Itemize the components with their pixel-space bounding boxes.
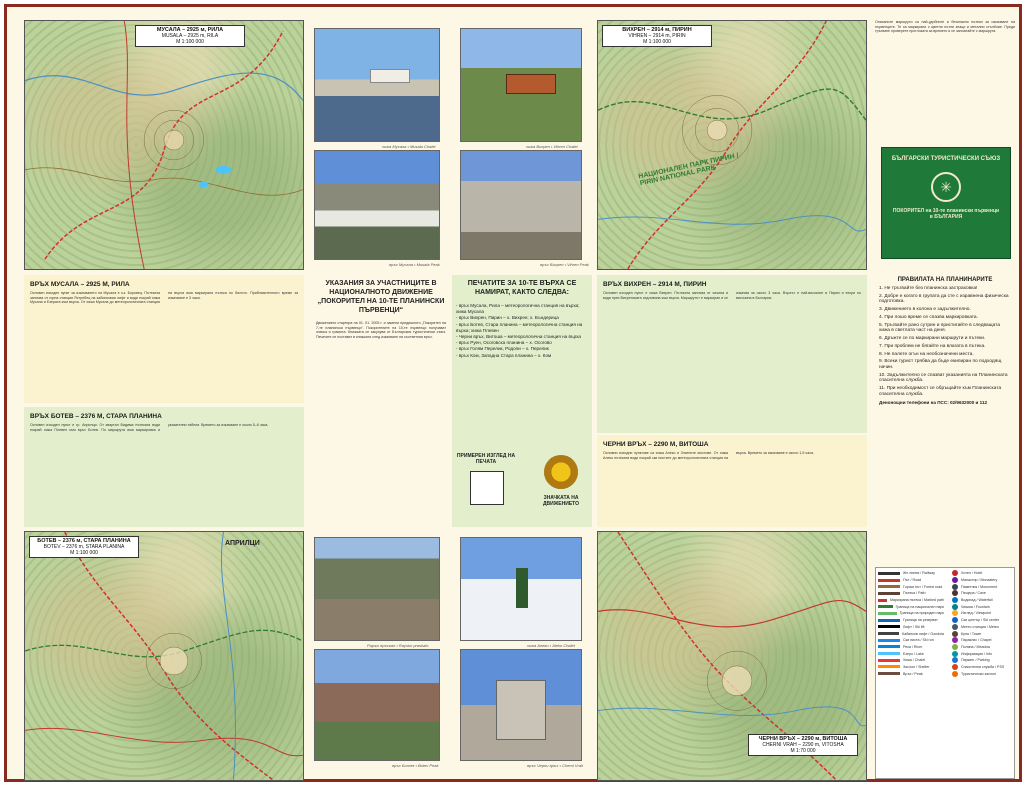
rule-item: 9. Всеки турист трябва да бъде екипиран по подходящ начин.: [879, 359, 1002, 371]
instructions-text: Движението стартира на 01. 01. 2005 г. и замени предишното „Покорител на 7-те планински първенци“. Покорителите на 10-те първенци получават значка и грамота. Книжката се закупува от Българския туристически съюз. Печатите се поставят в книжката след изкачване на съответния връх.: [316, 321, 446, 339]
panel-instructions: [312, 275, 450, 527]
legend-line-symbol: [878, 585, 900, 588]
legend-icon-label: Спасителна служба / PSS: [961, 664, 1005, 669]
map-vitosha[interactable]: [597, 531, 867, 781]
legend-icon-label: Изглед / Viewpoint: [961, 611, 992, 616]
legend-line-symbol: [878, 579, 900, 582]
legend-icon-item: [944, 670, 1012, 677]
rules-title: ПРАВИЛАТА НА ПЛАНИНАРИТЕ: [897, 277, 993, 283]
photo-botev-peak: [314, 649, 440, 761]
legend-line-symbol: [878, 665, 900, 668]
legend-symbol-icon: [952, 624, 958, 630]
legend-line-item: [878, 583, 944, 590]
legend-line-item: [878, 670, 944, 677]
photo-vihren-chalet: [460, 28, 582, 142]
legend-line-label: Път / Road: [903, 578, 922, 583]
panel-cherni-title: ЧЕРНИ ВРЪХ – 2290 М, ВИТОША: [603, 441, 709, 448]
legend-icon-item: [944, 644, 1012, 651]
book-title-label: ПОКОРИТЕЛ на 10-те планински първенци в БЪЛГАРИЯ: [892, 208, 1000, 220]
map-botev-relief: [25, 532, 303, 780]
stamp-sample-label: ПРИМЕРЕН ИЗГЛЕД НА ПЕЧАТА: [456, 453, 516, 465]
map-rila-title: МУСАЛА – 2925 м, РИЛА: [156, 27, 224, 33]
legend-icon-label: Метео станция / Meteo: [961, 624, 999, 629]
legend-icon-label: Водопад / Waterfall: [961, 598, 993, 603]
legend-line-symbol: [878, 639, 900, 642]
map-pirin-label: [602, 25, 712, 47]
legend-line-label: Пътека / Path: [903, 591, 926, 596]
legend-icon-label: Паметник / Monument: [961, 584, 998, 589]
legend-symbol-icon: [952, 631, 958, 637]
legend-icon-item: [944, 637, 1012, 644]
legend-line-symbol: [878, 672, 900, 675]
legend-line-symbol: [878, 605, 893, 608]
panel-botev-title: ВРЪХ БОТЕВ – 2376 М, СТАРА ПЛАНИНА: [30, 413, 162, 420]
emergency-phones: Денонощни телефони на ПСС: 02/9632000 и 112: [879, 399, 988, 405]
legend-icon-item: [944, 610, 1012, 617]
legend-line-item: [878, 624, 944, 631]
legend-line-label: Лифт / Ski lift: [903, 624, 925, 629]
legend-line-label: Граница на резерват: [903, 618, 938, 623]
map-rila-label: [135, 25, 245, 47]
map-pirin-subtitle: VIHREN – 2914 m, PIRIN: [628, 33, 686, 39]
photo-aleko-chalet: [460, 537, 582, 641]
legend-icon-label: Ски център / Ski center: [961, 618, 1000, 623]
map-rila-subtitle: MUSALA – 2925 m, RILA: [161, 33, 219, 39]
legend-line-symbol: [878, 572, 900, 575]
legend-icon-item: [944, 650, 1012, 657]
intro-text: Описаните маршрути са най-удобните и безопасни пътеки за изкачване на първенците. Те са маркирани с цветни пътни знаци и метални стълбове. Преди тръгване проверете прогнозата за времето и се запознайте с маршрута.: [875, 20, 1015, 34]
instructions-title: УКАЗАНИЯ ЗА УЧАСТНИЦИТЕ В НАЦИОНАЛНОТО ДВИЖЕНИЕ „ПОКОРИТЕЛ НА 10-ТЕ ПЛАНИНСКИ ПЪРВЕНЦИ“: [317, 280, 445, 314]
legend-icon-label: Кула / Tower: [961, 631, 982, 636]
legend-icon-item: [944, 597, 1012, 604]
photo-vihren-peak: [460, 150, 582, 260]
panel-stamps: [452, 275, 592, 527]
legend-symbol-icon: [952, 637, 958, 643]
legend-line-item: [878, 650, 944, 657]
map-vitosha-label: [748, 734, 858, 756]
legend-line-item: [878, 644, 944, 651]
legend-icon-item: [944, 603, 1012, 610]
legend-line-label: Езеро / Lake: [903, 651, 924, 656]
map-botev-title: БОТЕВ – 2376 м, СТАРА ПЛАНИНА: [37, 538, 131, 544]
legend-lines: [878, 570, 944, 677]
photo-cherni-caption: връх Черни връх • Cherni Vrah: [527, 763, 584, 768]
legend-icon-label: Пещера / Cave: [961, 591, 986, 596]
legend-line-item: [878, 657, 944, 664]
legend-icon-item: [944, 624, 1012, 631]
legend-icon-item: [944, 657, 1012, 664]
legend-line-item: [878, 570, 944, 577]
legend-line-symbol: [878, 599, 887, 602]
panel-cherni-text: Основни изходни пунктове са хижа Алеко и Златните мостове. От хижа Алеко пътеката води покрай ски пистите до метеорологичната станция на върха. Времето за изкачване е около 1,5 часа.: [603, 451, 815, 460]
photo-musala-chalet-caption: хижа Мусала • Musala Chalet: [382, 144, 436, 149]
legend-symbol-icon: [952, 604, 958, 610]
intro-panel: [875, 20, 1015, 145]
rule-item: 4. При лошо време се спазва маркировката.: [879, 314, 978, 320]
legend-icon-item: [944, 664, 1012, 671]
legend-symbol-icon: [952, 651, 958, 657]
legend-icon-item: [944, 590, 1012, 597]
photo-musala-chalet: [314, 28, 440, 142]
legend-line-item: [878, 590, 944, 597]
map-vitosha-subtitle: CHERNI VRAH – 2290 m, VITOSHA: [762, 742, 844, 748]
legend-line-item: [878, 637, 944, 644]
map-botev-subtitle: BOTEV – 2376 m, STARA PLANINA: [43, 544, 125, 550]
legend-symbol-icon: [952, 671, 958, 677]
panel-vihren-text: Основен изходен пункт е хижа Вихрен. Пътеката започва от хижата и води през Вихренската седловина към върха. Маршрутът е маркиран и се изкачва за около 3 часа. Върхът е най-високият в Пирин и втори по височина в България.: [603, 291, 861, 300]
legend-symbol-icon: [952, 570, 958, 576]
photo-botev-caption: връх Ботев • Botev Peak: [392, 763, 439, 768]
legend-line-item: [878, 617, 944, 624]
badge-icon: [544, 455, 578, 489]
panel-musala: [24, 275, 304, 403]
panel-musala-text: Основен изходен пункт за изкачването на Мусала е к.к. Боровец. Пътеката започва от горна станция Ястребец на кабинковия лифт и води покрай хижа Мусала и Езерата към върха. От хижа Мусала до метеорологичната станция на върха има маркирана пътека по билото. Приблизителното време за изкачване е 3 часа.: [30, 291, 298, 305]
photo-aleko-caption: хижа Алеко • Aleko Chalet: [527, 643, 575, 648]
map-rila[interactable]: [24, 20, 304, 270]
legend-line-symbol: [878, 619, 900, 622]
map-botev[interactable]: [24, 531, 304, 781]
rule-item: 1. Не тръгвайте без планинска застраховка!: [879, 286, 978, 291]
stamp-item: - връх Мусала, Рила – метеорологична станция на върха; хижа Мусала: [456, 303, 588, 315]
panel-botev-text: Основен изходен пункт е гр. Априлци. От квартал Видима пътеката води покрай хижа Плевен към връх Ботев. По маршрута има маркировка и указателни табели. Времето за изкачване е около 5–6 часа.: [30, 423, 269, 432]
legend-symbol-icon: [952, 610, 958, 616]
legend-line-label: Граница на национален парк: [895, 604, 944, 609]
legend-icon-label: Туристически заслон: [961, 671, 997, 676]
map-legend: [875, 567, 1015, 779]
panel-botev: [24, 407, 304, 527]
legend-line-label: Връх / Peak: [903, 671, 923, 676]
legend-line-symbol: [878, 632, 899, 635]
panel-vihren: [597, 275, 867, 433]
legend-line-label: Маркирана пътека / Marked path: [889, 598, 944, 603]
legend-line-label: Граница на природен парк: [899, 611, 944, 616]
rule-item: 2. Добре е когато в групата да сте с изравнена физическа подготовка.: [879, 293, 1009, 305]
stamps-title: ПЕЧАТИТЕ ЗА 10-ТЕ ВЪРХА СЕ НАМИРАТ, КАКТО СЛЕДВА:: [467, 280, 577, 296]
stamp-item: - връх Руен, Осоговска планина – х. Осогово: [456, 340, 588, 346]
legend-line-item: [878, 630, 944, 637]
legend-icon-item: [944, 577, 1012, 584]
map-pirin-title: ВИХРЕН – 2914 м, ПИРИН: [622, 27, 692, 33]
legend-symbol-icon: [952, 657, 958, 663]
photo-musala-peak-caption: връх Мусала • Musala Peak: [389, 262, 440, 267]
stamp-item: - Черни връх, Витоша – метеорологична станция на върха: [456, 334, 588, 340]
legend-line-item: [878, 603, 944, 610]
legend-symbol-icon: [952, 590, 958, 596]
legend-line-symbol: [878, 652, 900, 655]
map-rila-scale: М 1:100 000: [176, 39, 204, 45]
legend-icon-label: Информация / Info: [961, 651, 992, 656]
legend-line-label: Река / River: [903, 644, 923, 649]
rule-item: 6. Дръжте се по маркирани маршрути и пътеки.: [879, 336, 986, 342]
legend-symbol-icon: [952, 584, 958, 590]
legend-icon-item: [944, 570, 1012, 577]
panel-cherni: [597, 435, 867, 527]
legend-symbol-icon: [952, 577, 958, 583]
rule-item: 3. Движението в колона е задължително.: [879, 307, 971, 313]
panel-vihren-title: ВРЪХ ВИХРЕН – 2914 М, ПИРИН: [603, 281, 707, 288]
legend-line-label: Горски път / Forest road: [903, 584, 943, 589]
legend-symbol-icon: [952, 597, 958, 603]
photo-vihren-chalet-caption: хижа Вихрен • Vihren Chalet: [526, 144, 578, 149]
stamp-item: - връх Ком, Западна Стара планина – х. Ком: [456, 353, 588, 359]
legend-icon-label: Хотел / Hotel: [961, 571, 983, 576]
rules-list: [879, 286, 1011, 397]
legend-line-symbol: [878, 612, 897, 615]
legend-symbol-icon: [952, 617, 958, 623]
legend-symbol-icon: [952, 664, 958, 670]
stamp-sample-icon: [470, 471, 504, 505]
stamps-list: [456, 303, 588, 359]
stamp-item: - връх Голям Перелик, Родопи – х. Перелик: [456, 346, 588, 352]
legend-icon-item: [944, 630, 1012, 637]
legend-icon-item: [944, 617, 1012, 624]
legend-line-symbol: [878, 659, 900, 662]
legend-line-symbol: [878, 592, 900, 595]
map-pirin-scale: М 1:100 000: [643, 39, 671, 45]
map-pirin-relief: [598, 21, 866, 269]
legend-line-symbol: [878, 645, 900, 648]
rule-item: 8. Не палете огън на необозначени места.: [879, 351, 974, 357]
legend-line-label: Ски писта / Ski run: [903, 638, 934, 643]
map-pirin[interactable]: [597, 20, 867, 270]
rule-item: 5. Тръгвайте рано сутрин и пристигайте в следващата хижа в светлата част на деня.: [879, 322, 1000, 334]
map-botev-scale: М 1:100 000: [70, 550, 98, 556]
map-botev-town-label: АПРИЛЦИ: [225, 540, 260, 547]
rule-item: 7. При проблем не бягайте на влагата в пътека.: [879, 343, 986, 349]
rule-item: 11. При необходимост се обръщайте към Планинската спасителна служба.: [879, 386, 1002, 397]
legend-icon-label: Чешма / Fountain: [961, 604, 990, 609]
photo-raysko-caption: Рајски пръскал • Raysko praskalo: [367, 643, 429, 648]
stamp-item: - връх Ботев, Стара планина – метеорологична станция на върха; хижа Плевен: [456, 322, 588, 334]
panel-musala-title: ВРЪХ МУСАЛА – 2925 М, РИЛА: [30, 281, 130, 288]
legend-line-item: [878, 597, 944, 604]
legend-icons: [944, 570, 1012, 677]
map-vitosha-scale: М 1:70 000: [790, 748, 816, 754]
badge-label: ЗНАЧКАТА НА ДВИЖЕНИЕТО: [543, 495, 579, 507]
legend-icon-label: Поляна / Meadow: [961, 644, 991, 649]
rule-item: 10. Задължително се спазват указанията на Планинската спасителна служба.: [879, 372, 1008, 384]
legend-line-label: Жп линия / Railway: [903, 571, 935, 576]
map-sheet: [4, 4, 1022, 782]
map-rila-relief: [25, 21, 303, 269]
legend-line-item: [878, 577, 944, 584]
photo-cherni-vrah: [460, 649, 582, 761]
photo-musala-peak: [314, 150, 440, 260]
book-emblem-icon: ✳: [931, 172, 961, 202]
legend-line-item: [878, 664, 944, 671]
legend-line-label: Хижа / Chalet: [903, 658, 926, 663]
legend-symbol-icon: [952, 644, 958, 650]
legend-icon-label: Параклис / Chapel: [961, 638, 992, 643]
panel-rules: [875, 275, 1015, 565]
book-org-label: БЪЛГАРСКИ ТУРИСТИЧЕСКИ СЪЮЗ: [891, 156, 1001, 162]
map-botev-label: [29, 536, 139, 558]
photo-vihren-peak-caption: връх Вихрен • Vihren Peak: [540, 262, 589, 267]
legend-line-label: Кабинков лифт / Gondola: [902, 631, 944, 636]
legend-icon-label: Манастир / Monastery: [961, 578, 998, 583]
map-vitosha-title: ЧЕРНИ ВРЪХ – 2290 м, ВИТОША: [758, 736, 848, 742]
legend-icon-label: Паркинг / Parking: [961, 658, 990, 663]
legend-line-item: [878, 610, 944, 617]
legend-line-symbol: [878, 625, 900, 628]
legend-icon-item: [944, 583, 1012, 590]
legend-line-label: Заслон / Shelter: [903, 664, 930, 669]
photo-raysko-praskalo: [314, 537, 440, 641]
map-pirin-park-label: НАЦИОНАЛЕН ПАРК ПИРИН / PIRIN NATIONAL PARK: [637, 152, 740, 188]
passport-book-cover: [881, 147, 1011, 259]
stamp-item: - връх Вихрен, Пирин – х. Вихрен; х. Бъндерица: [456, 315, 588, 321]
